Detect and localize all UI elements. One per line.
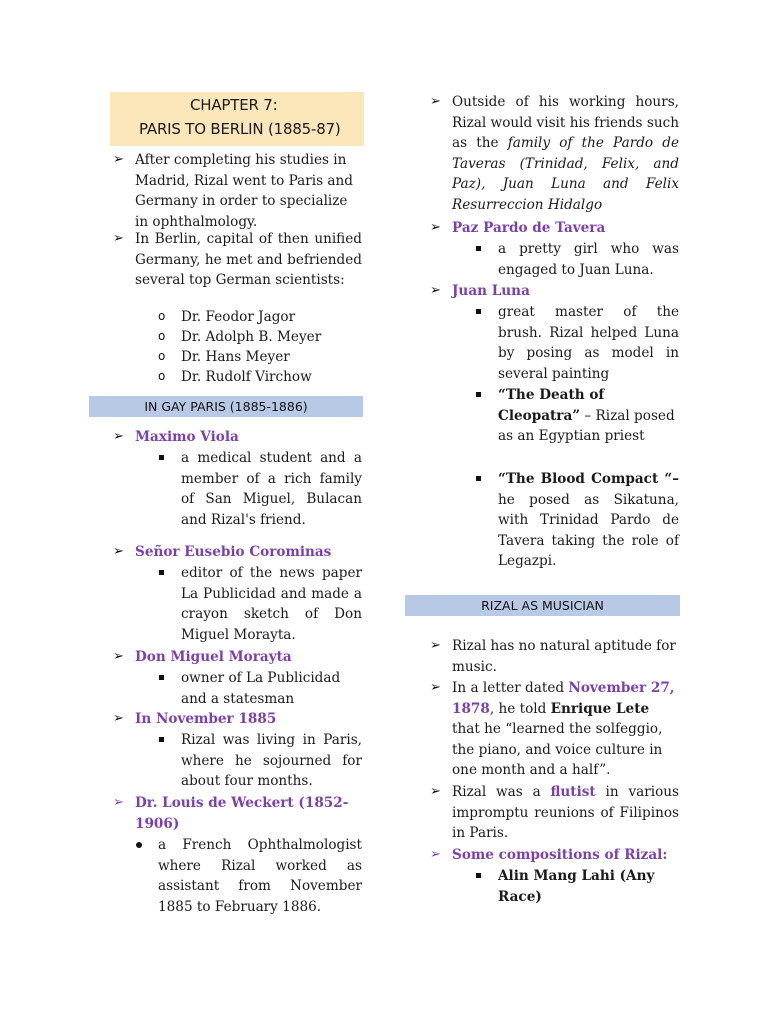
arrow-bullet-icon: ➢ (113, 795, 124, 810)
morayta-description: owner of La Publicidad and a statesman (181, 670, 341, 707)
arrow-bullet-icon: ➢ (430, 220, 441, 235)
music-bullet-2-text-a: In a letter dated (452, 680, 565, 696)
painting-blood-compact-text: he posed as Sikatuna, with Trinidad Pardo de Tavera taking the role of Legazpi. (498, 491, 679, 570)
square-bullet-icon (476, 873, 481, 878)
visits-plain-text: Outside of his working hours, Rizal would visit his friends such as the (452, 94, 679, 152)
person-heading-paz: Paz Pardo de Tavera (452, 220, 606, 236)
square-bullet-icon (476, 476, 481, 481)
arrow-bullet-icon: ➢ (113, 649, 124, 664)
circle-bullet-icon: o (158, 309, 166, 323)
arrow-bullet-icon: ➢ (430, 680, 441, 695)
scientist-item: Dr. Feodor Jagor (181, 309, 296, 325)
compositions-heading: Some compositions of Rizal: (452, 847, 668, 863)
square-bullet-icon (476, 392, 481, 397)
person-heading-corominas: Señor Eusebio Corominas (135, 544, 332, 560)
music-bullet-1: Rizal has no natural aptitude for music. (452, 638, 676, 675)
arrow-bullet-icon: ➢ (113, 429, 124, 444)
painting-blood-compact (498, 469, 679, 572)
period-heading-november: In November 1885 (135, 711, 277, 727)
painting-title-cleopatra: “The Death of Cleopatra” (498, 387, 605, 424)
arrow-bullet-icon: ➢ (113, 152, 124, 167)
viola-description: a medical student and a member of a rich family of San Miguel, Bulacan and Rizal's friend. (181, 450, 362, 528)
circle-bullet-icon: o (158, 369, 166, 383)
chapter-title: CHAPTER 7: (190, 96, 278, 114)
flutist-highlight: flutist (550, 784, 596, 800)
section-heading-paris: IN GAY PARIS (1885-1886) (89, 396, 363, 417)
person-heading-luna: Juan Luna (452, 283, 530, 299)
luna-description: great master of the brush. Rizal helped Luna by posing as model in several painting (498, 304, 679, 382)
music-bullet-3-text-a: Rizal was a (452, 784, 541, 800)
paz-description: a pretty girl who was engaged to Juan Luna. (498, 241, 679, 278)
section-heading-music: RIZAL AS MUSICIAN (405, 595, 680, 616)
music-bullet-2-text-b: , he told (489, 700, 547, 717)
round-bullet-icon (136, 842, 142, 848)
square-bullet-icon (476, 309, 481, 314)
square-bullet-icon (476, 246, 481, 251)
scientist-item: Dr. Adolph B. Meyer (181, 329, 322, 345)
music-bullet-2-text-c: that he “learned the solfeggio, the piano, and voice culture in one month and a half”. (452, 721, 663, 779)
chapter-subtitle: PARIS TO BERLIN (1885-87) (139, 120, 341, 138)
intro-bullet-2: In Berlin, capital of then unified Germany, he met and befriended several top German scientists: (135, 231, 362, 289)
painting-title-blood-compact: “The Blood Compact “– (498, 471, 679, 487)
november-description: Rizal was living in Paris, where he sojourned for about four months. (181, 732, 362, 790)
composition-item: Alin Mang Lahi (Any Race) (498, 868, 655, 905)
corominas-description: editor of the news paper La Publicidad and made a crayon sketch of Don Miguel Morayta. (181, 565, 362, 643)
letter-date: November 27, 1878 (452, 680, 675, 717)
square-bullet-icon (159, 570, 164, 575)
arrow-bullet-icon: ➢ (113, 231, 124, 246)
music-bullet-3-text-b: in various impromptu reunions of Filipinos in Paris. (452, 784, 680, 842)
chapter-title-box (110, 92, 364, 146)
arrow-bullet-icon: ➢ (430, 847, 441, 862)
arrow-bullet-icon: ➢ (430, 283, 441, 298)
music-bullet-3 (452, 782, 679, 844)
music-bullet-2 (452, 678, 679, 781)
recipient-name: Enrique Lete (550, 700, 650, 717)
arrow-bullet-icon: ➢ (113, 544, 124, 559)
visits-italic-text: family of the Pardo de Taveras (Trinidad, Felix, and Paz), Juan Luna and Felix Resurreccion Hidalgo (452, 135, 679, 213)
person-heading-viola: Maximo Viola (135, 429, 239, 445)
arrow-bullet-icon: ➢ (430, 784, 441, 799)
circle-bullet-icon: o (158, 329, 166, 343)
scientist-item: Dr. Rudolf Virchow (181, 369, 312, 385)
intro-bullet-1: After completing his studies in Madrid, Rizal went to Paris and Germany in order to specialize in ophthalmology. (135, 152, 353, 230)
painting-cleopatra (498, 385, 679, 447)
weckert-description: a French Ophthalmologist where Rizal worked as assistant from November 1885 to February 1886. (158, 837, 362, 915)
visits-paragraph (452, 92, 679, 216)
arrow-bullet-icon: ➢ (430, 94, 441, 109)
square-bullet-icon (159, 455, 164, 460)
person-heading-morayta: Don Miguel Morayta (135, 649, 292, 665)
circle-bullet-icon: o (158, 349, 166, 363)
arrow-bullet-icon: ➢ (430, 638, 441, 653)
square-bullet-icon (159, 675, 164, 680)
arrow-bullet-icon: ➢ (113, 711, 124, 726)
painting-cleopatra-text: – Rizal posed as an Egyptian priest (498, 407, 675, 445)
scientist-item: Dr. Hans Meyer (181, 349, 290, 365)
person-heading-weckert: Dr. Louis de Weckert (1852-1906) (135, 795, 349, 832)
square-bullet-icon (159, 737, 164, 742)
